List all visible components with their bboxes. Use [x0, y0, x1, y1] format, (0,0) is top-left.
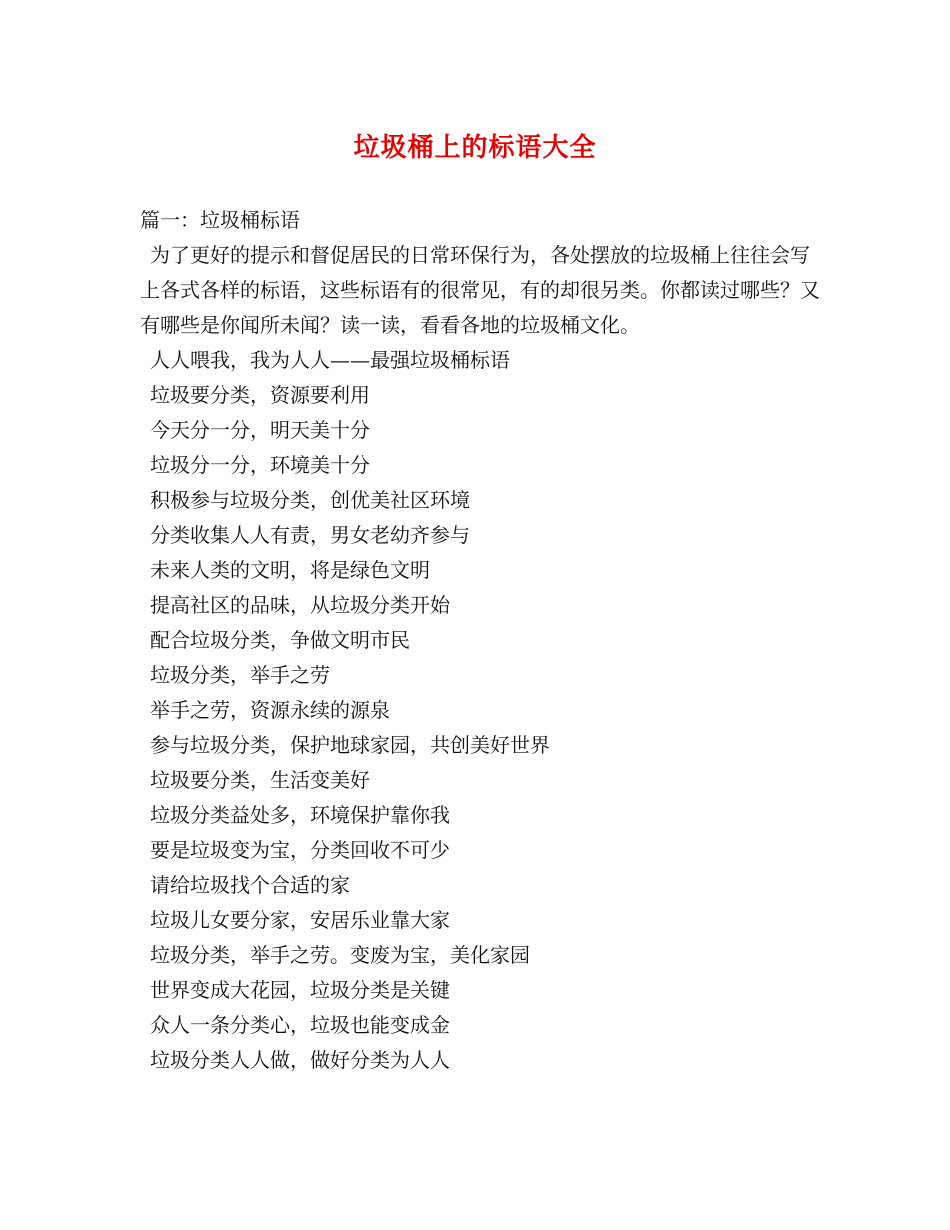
slogan-item: 垃圾分一分，环境美十分: [150, 453, 370, 477]
slogan-item: 人人喂我，我为人人——最强垃圾桶标语: [150, 348, 510, 372]
slogan-item: 垃圾分类人人做，做好分类为人人: [150, 1048, 450, 1072]
slogan-item: 提高社区的品味，从垃圾分类开始: [150, 593, 450, 617]
slogan-item: 未来人类的文明，将是绿色文明: [150, 558, 430, 582]
document-title: 垃圾桶上的标语大全: [353, 133, 597, 163]
slogan-item: 积极参与垃圾分类，创优美社区环境: [150, 488, 470, 512]
slogan-item: 参与垃圾分类，保护地球家园，共创美好世界: [150, 733, 550, 757]
slogan-item: 垃圾分类益处多，环境保护靠你我: [150, 803, 450, 827]
slogan-item: 垃圾儿女要分家，安居乐业靠大家: [150, 908, 450, 932]
slogan-item: 垃圾要分类，资源要利用: [150, 383, 370, 407]
slogan-item: 举手之劳，资源永续的源泉: [150, 698, 390, 722]
slogan-list: [150, 343, 550, 1078]
slogan-item: 世界变成大花园，垃圾分类是关键: [150, 978, 450, 1002]
slogan-item: 今天分一分，明天美十分: [150, 418, 370, 442]
slogan-item: 众人一条分类心，垃圾也能变成金: [150, 1013, 450, 1037]
slogan-item: 分类收集人人有责，男女老幼齐参与: [150, 523, 470, 547]
slogan-item: 垃圾分类，举手之劳: [150, 663, 330, 687]
slogan-item: 垃圾分类，举手之劳。变废为宝，美化家园: [150, 943, 530, 967]
section-heading: 篇一：垃圾桶标语: [140, 208, 300, 232]
slogan-item: 要是垃圾变为宝，分类回收不可少: [150, 838, 450, 862]
slogan-item: 配合垃圾分类，争做文明市民: [150, 628, 410, 652]
intro-paragraph: 为了更好的提示和督促居民的日常环保行为，各处摆放的垃圾桶上往往会写上各式各样的标语，这些标语有的很常见，有的却很另类。你都读过哪些？又有哪些是你闻所未闻？读一读，看看各地的垃圾桶文化。: [140, 243, 820, 337]
slogan-item: 垃圾要分类，生活变美好: [150, 768, 370, 792]
slogan-item: 请给垃圾找个合适的家: [150, 873, 350, 897]
